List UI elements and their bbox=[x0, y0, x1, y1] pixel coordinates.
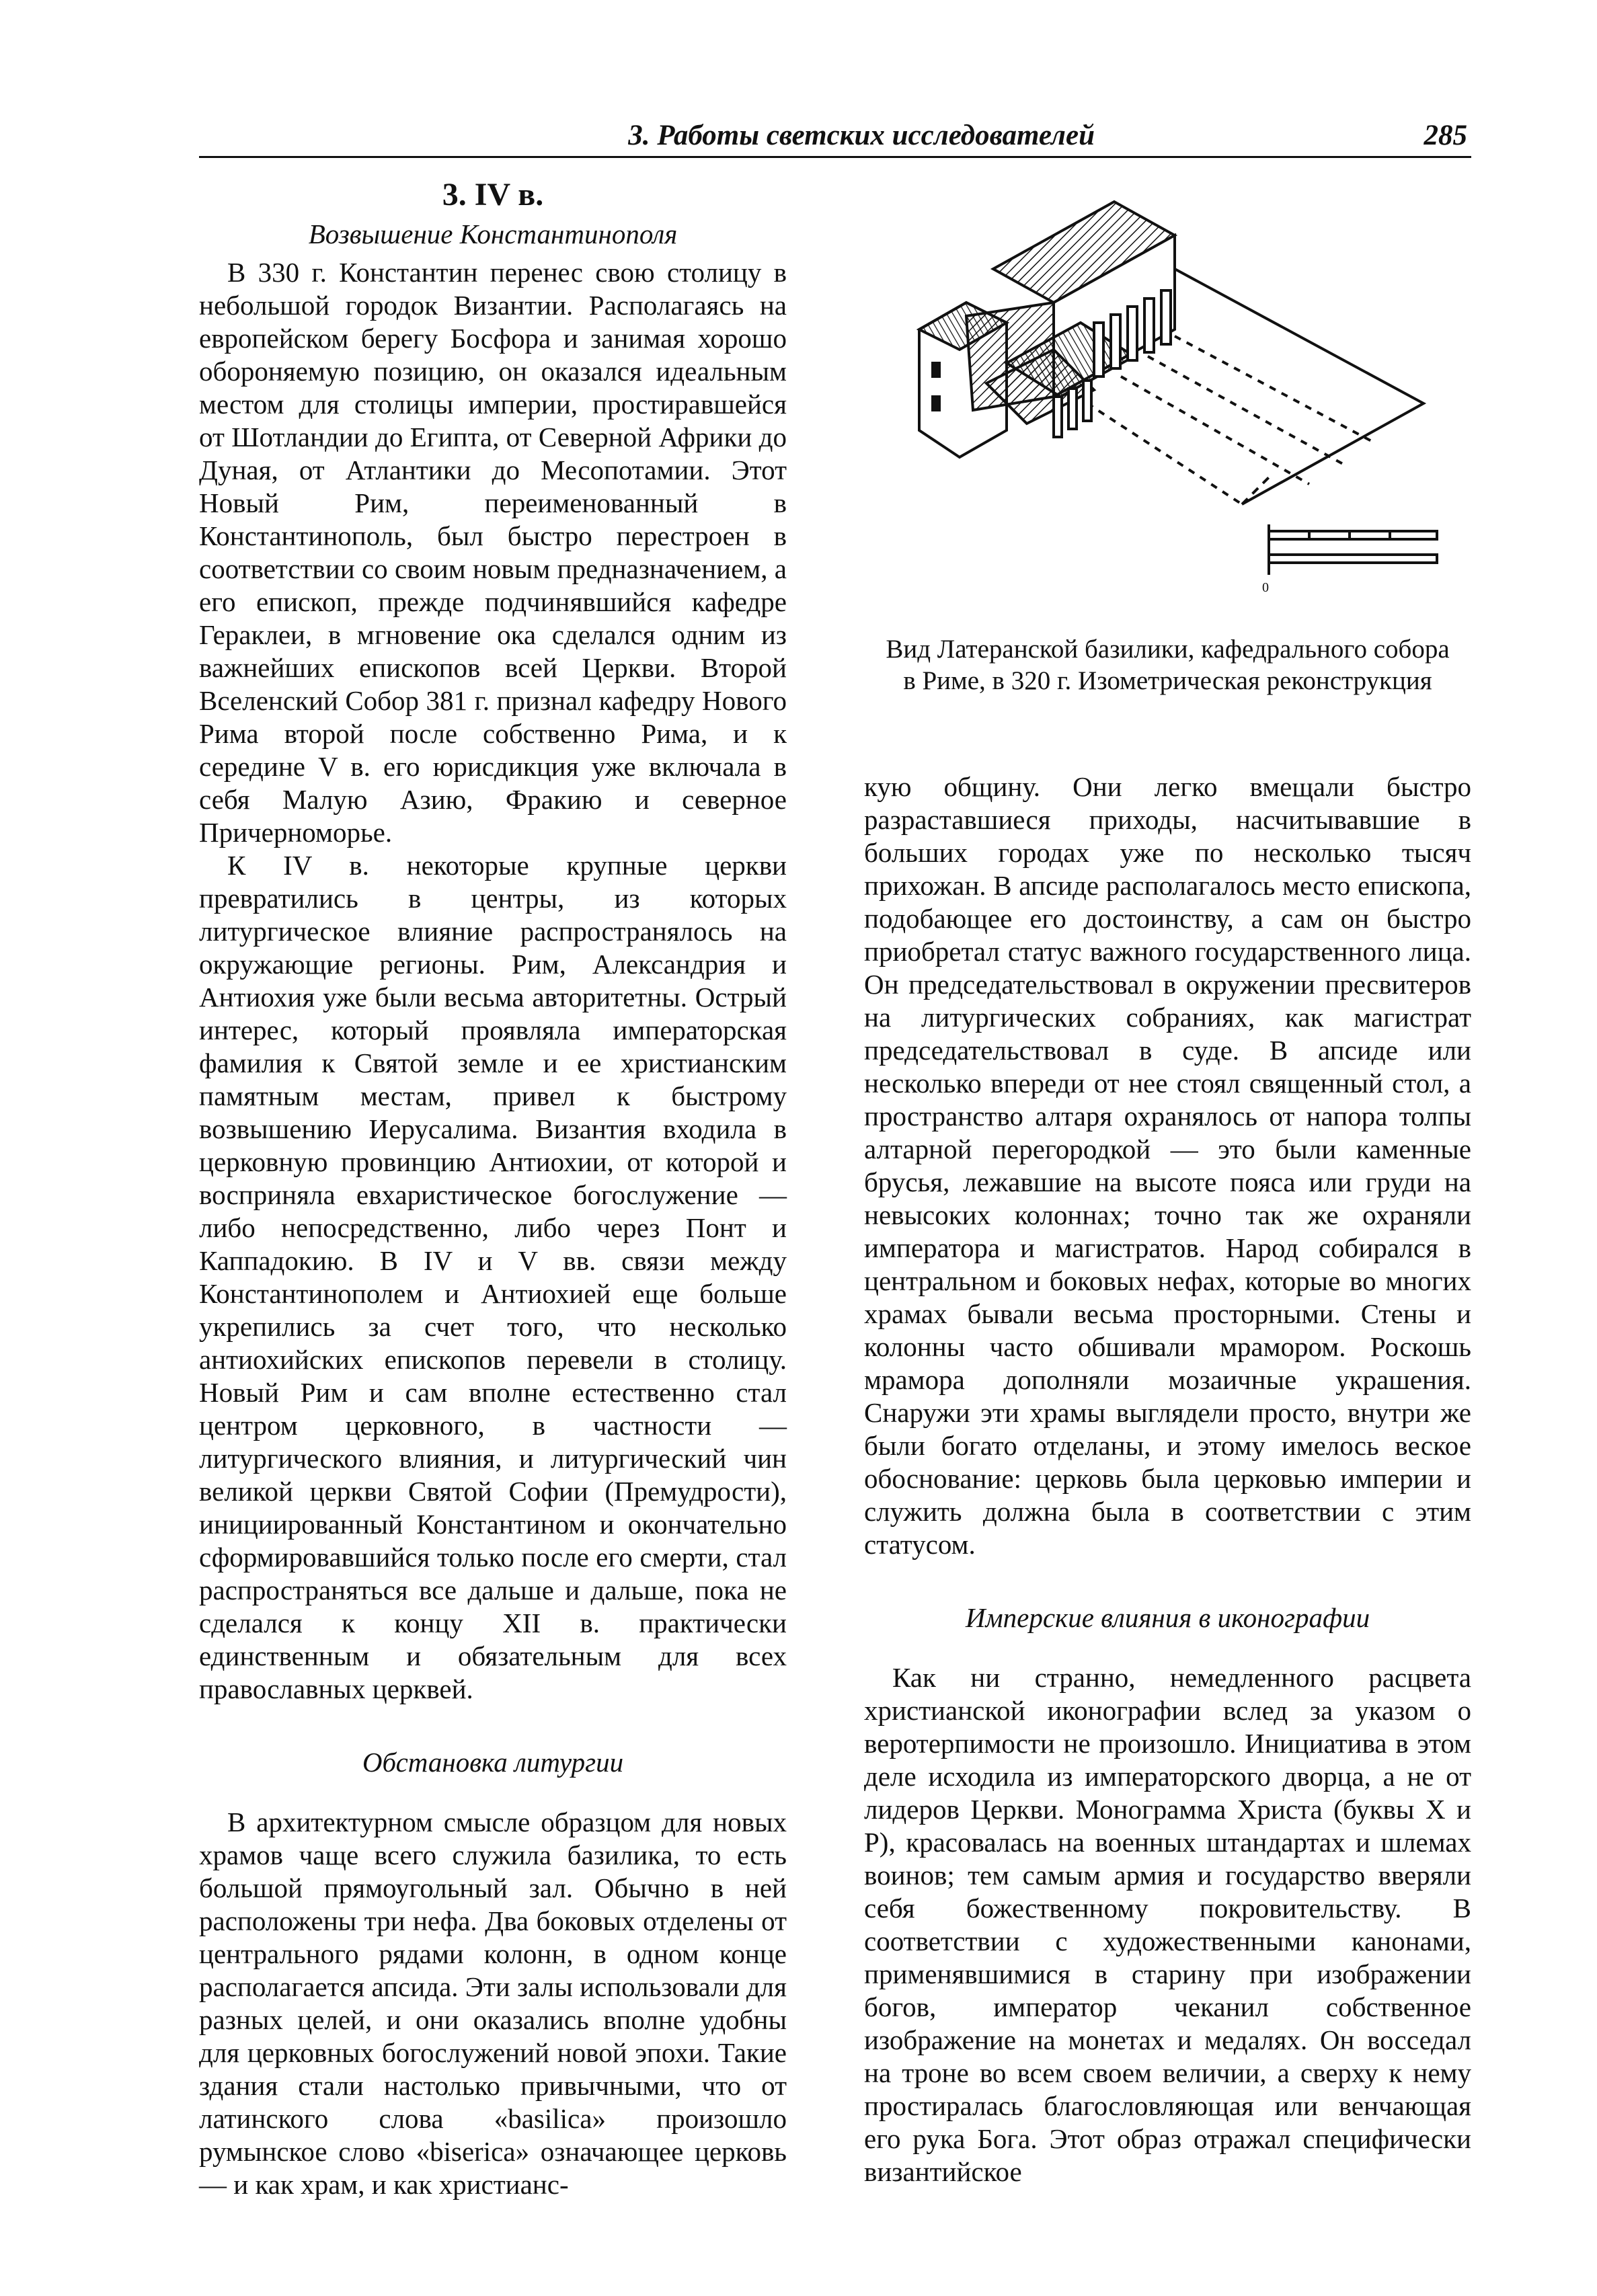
figure-lateran-basilica bbox=[864, 188, 1471, 697]
paragraph: Как ни странно, немедленного расцвета христианской иконографии вслед за указом о веротерпимости не произошло. Инициатива в этом деле исходила из императорского дворца, а не от лидеров Церкви. Монограмма Христа (буквы X и P), красовалась на военных штандартах и шлемах воинов; тем самым армия и государство вверяли себя божественному покровительству. В соответствии с художественными канонами, применявшимися в старину при изображении богов, император чеканил собственное изображение на монетах и медалях. Он восседал на троне во всем своем величии, а сверху к нему простиралась благословляющая или венчающая его рука Бога. Этот образ отражал специфически византийское bbox=[864, 1662, 1471, 2187]
chapter-heading: 3. IV в. bbox=[442, 177, 544, 212]
paragraph: В архитектурном смысле образцом для новых храмов чаще всего служила базилика, то есть большой прямоугольный зал. Обычно в ней расположены три нефа. Два боковых отделены от центрального рядами колонн, в одном конце располагается апсида. Эти залы использовали для разных целей, и они оказались вполне удобны для церковных богослужений новой эпохи. Такие здания стали настолько привычными, что от латинского слова «basilica» произошло румынское слово «biserica» означающее церковь — и как храм, и как христианс- bbox=[199, 1807, 787, 2200]
scale-bar bbox=[1269, 524, 1437, 575]
page-number: 285 bbox=[1424, 120, 1467, 151]
scale-zero-label: 0 bbox=[1261, 580, 1269, 595]
paragraph: В 330 г. Константин перенес свою столицу в небольшой городок Византии. Располагаясь на европейском берегу Босфора и занимая хорошо обороняемую позицию, он оказался идеальным местом для столицы империи, простиравшейся от Шотландии до Египта, от Северной Африки до Дуная, от Атлантики до Месопотамии. Этот Новый Рим, переименованный в Константинополь, был быстро перестроен в соответствии со своим новым предназначением, а его епископ, прежде подчинявшийся кафедре Гераклеи, в мгновение ока сделался одним из важнейших епископов всей Церкви. Второй Вселенский Собор 381 г. признал кафедру Нового Рима второй после собственно Рима, и к середине V в. его юрисдикция уже включала в себя Малую Азию, Фракию и северное Причерноморье. bbox=[199, 257, 787, 848]
section-title-liturgy-setting: Обстановка литургии bbox=[362, 1747, 624, 1778]
paragraph: кую общину. Они легко вмещали быстро разраставшиеся приходы, насчитывавшие в больших городах уже по несколько тысяч прихожан. В апсиде располагалось место епископа, подобающее его достоинству, а сам он быстро приобретал статус важного государственного лица. Он председательствовал в окружении пресвитеров на литургических собраниях, как магистрат председательствовал в суде. В апсиде или несколько впереди от нее стоял священный стол, а пространство алтаря охранялось от напора толпы алтарной перегородкой — это были каменные брусья, лежавшие на высоте пояса или груди на невысоких колоннах; точно так же охраняли императора и магистратов. Народ собирался в центральном и боковых нефах, которые во многих храмах бывали весьма просторными. Стены и колонны часто обшивали мрамором. Роскошь мрамора дополняли мозаичные украшения. Снаружи эти храмы выглядели просто, внутри же были богато отделаны, и этому имелось веское обоснование: церковь была церковью империи и служить должна была в соответствии с этим статусом. bbox=[864, 771, 1471, 1560]
basilica-illustration bbox=[892, 188, 1444, 605]
figure-caption: Вид Латеранской базилики, кафедрального собора в Риме, в 320 г. Изометрическая реконструкция bbox=[886, 635, 1450, 695]
section-title-iconography: Имперские влияния в иконографии bbox=[965, 1602, 1370, 1633]
section-title-constantinople: Возвышение Константинополя bbox=[308, 219, 678, 249]
right-column bbox=[864, 770, 1471, 2188]
running-head bbox=[199, 112, 1471, 158]
running-title: 3. Работы светских исследователей bbox=[628, 120, 1095, 151]
paragraph: К IV в. некоторые крупные церкви превратились в центры, из которых литургическое влияние распространялось на окружающие регионы. Рим, Александрия и Антиохия уже были весьма авторитетны. Острый интерес, который проявляла императорская фамилия к Святой земле и ее христианским памятным местам, привел к быстрому возвышению Иерусалима. Византия входила в церковную провинцию Антиохии, от которой и восприняла евхаристическое богослужение — либо непосредственно, либо через Понт и Каппадокию. В IV и V вв. связи между Константинополем и Антиохией еще больше укрепились за счет того, что несколько антиохийских епископов перевели в столицу. Новый Рим и сам вполне естественно стал центром церковного, в частности — литургического влияния, и литургический чин великой церкви Святой Софии (Премудрости), инициированный Константином и окончательно сформировавшийся только после его смерти, стал распространяться все дальше и дальше, пока не сделался к концу XII в. практически единственным и обязательным для всех православных церквей. bbox=[199, 850, 787, 1704]
left-column bbox=[199, 176, 787, 2201]
